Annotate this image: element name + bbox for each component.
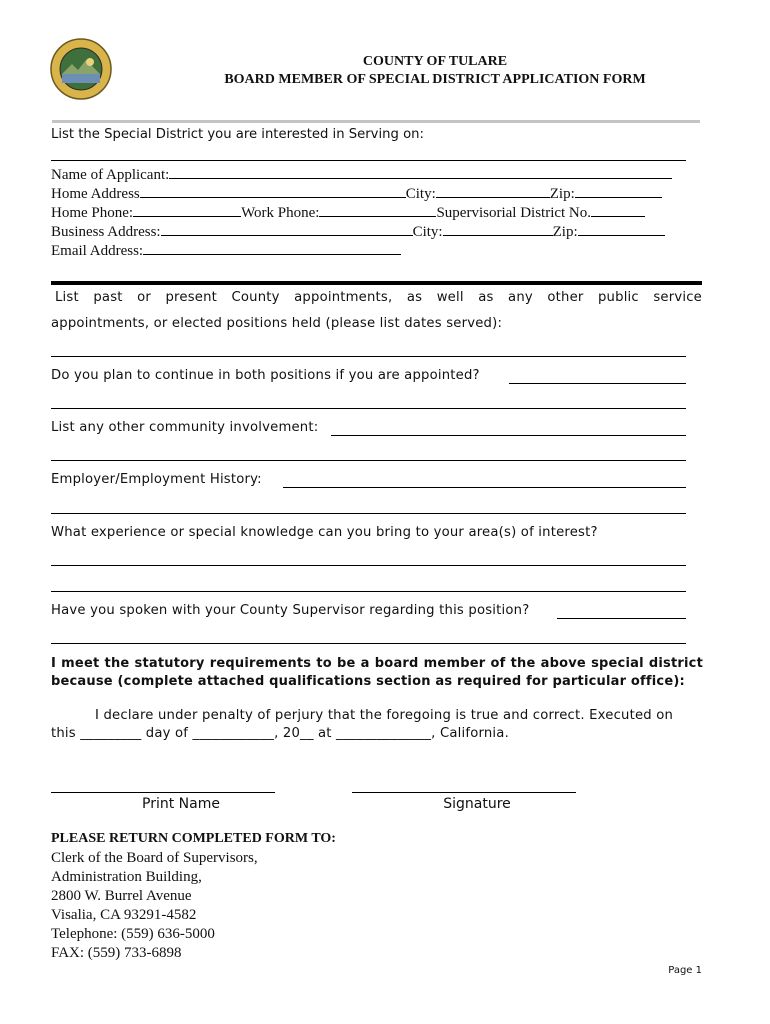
experience-prompt: What experience or special knowledge can you bring to your area(s) of interest? [51, 525, 598, 540]
past-appointments-field[interactable] [51, 356, 686, 357]
home-city-label: City: [405, 186, 436, 202]
work-phone-field[interactable] [319, 202, 436, 217]
home-phone-label: Home Phone: [51, 205, 134, 221]
continue-both-row [51, 368, 480, 383]
business-city-label: City: [412, 224, 443, 240]
employer-extra-line[interactable] [51, 513, 686, 514]
signature-field[interactable] [352, 792, 576, 793]
home-address-row [51, 183, 662, 203]
return-line-street: 2800 W. Burrel Avenue [51, 888, 192, 904]
home-phone-field[interactable] [133, 202, 241, 217]
supervisorial-district-label: Supervisorial District No. [436, 205, 592, 221]
community-prompt: List any other community involvement: [51, 420, 319, 435]
past-appointments-prompt-line2: appointments, or elected positions held (please list dates served): [51, 316, 503, 331]
return-line-city: Visalia, CA 93291-4582 [51, 907, 197, 923]
special-district-prompt: List the Special District you are interested in Serving on: [51, 127, 424, 142]
home-city-field[interactable] [436, 183, 550, 198]
applicant-name-label: Name of Applicant: [51, 167, 170, 183]
experience-field-2[interactable] [51, 591, 686, 592]
business-address-row [51, 221, 665, 241]
continue-both-prompt: Do you plan to continue in both positions if you are appointed? [51, 368, 480, 383]
business-city-field[interactable] [443, 221, 553, 236]
supervisorial-district-field[interactable] [591, 202, 645, 217]
section-divider [51, 281, 702, 285]
page-number: Page 1 [668, 965, 702, 976]
continue-both-extra-line[interactable] [51, 408, 686, 409]
spoken-supervisor-prompt: Have you spoken with your County Supervisor regarding this position? [51, 603, 530, 618]
email-label: Email Address: [51, 243, 144, 259]
business-address-label: Business Address: [51, 224, 161, 240]
home-address-label: Home Address [51, 186, 140, 202]
header-divider [52, 120, 700, 123]
form-title: BOARD MEMBER OF SPECIAL DISTRICT APPLICATION FORM [224, 72, 646, 87]
county-seal-icon [50, 38, 112, 100]
return-line-telephone: Telephone: (559) 636-5000 [51, 926, 215, 942]
home-zip-field[interactable] [575, 183, 662, 198]
phone-row [51, 202, 645, 222]
county-title: COUNTY OF TULARE [362, 54, 508, 69]
applicant-name-row [51, 164, 672, 184]
community-extra-line[interactable] [51, 460, 686, 461]
spoken-supervisor-field[interactable] [557, 618, 686, 619]
return-heading: PLEASE RETURN COMPLETED FORM TO: [51, 831, 336, 846]
print-name-label: Print Name [142, 796, 220, 812]
applicant-name-field[interactable] [169, 164, 672, 179]
continue-both-field[interactable] [509, 383, 686, 384]
print-name-field[interactable] [51, 792, 275, 793]
statutory-requirements-statement: I meet the statutory requirements to be a board member of the above special district because (complete attached qualifications section as required for particular office): [51, 656, 703, 689]
experience-field-1[interactable] [51, 565, 686, 566]
return-line-fax: FAX: (559) 733-6898 [51, 945, 182, 961]
return-line-building: Administration Building, [51, 869, 202, 885]
business-address-field[interactable] [161, 221, 413, 236]
employer-field[interactable] [283, 487, 686, 488]
spoken-supervisor-extra-line[interactable] [51, 643, 686, 644]
home-zip-label: Zip: [549, 186, 575, 202]
declaration-line1: I declare under penalty of perjury that the foregoing is true and correct. Executed on [95, 708, 674, 723]
business-zip-field[interactable] [578, 221, 665, 236]
work-phone-label: Work Phone: [241, 205, 320, 221]
community-field[interactable] [331, 435, 686, 436]
employer-prompt: Employer/Employment History: [51, 472, 262, 487]
declaration-line2: this _________ day of ____________, 20__ at ______________, California. [51, 726, 509, 741]
past-appointments-prompt-line1: List past or present County appointments, as well as any other public service [55, 290, 702, 305]
special-district-field[interactable] [51, 160, 686, 161]
return-line-clerk: Clerk of the Board of Supervisors, [51, 850, 258, 866]
business-zip-label: Zip: [552, 224, 578, 240]
signature-label: Signature [443, 796, 511, 812]
home-address-field[interactable] [140, 183, 406, 198]
email-field[interactable] [143, 240, 401, 255]
email-row [51, 240, 401, 260]
